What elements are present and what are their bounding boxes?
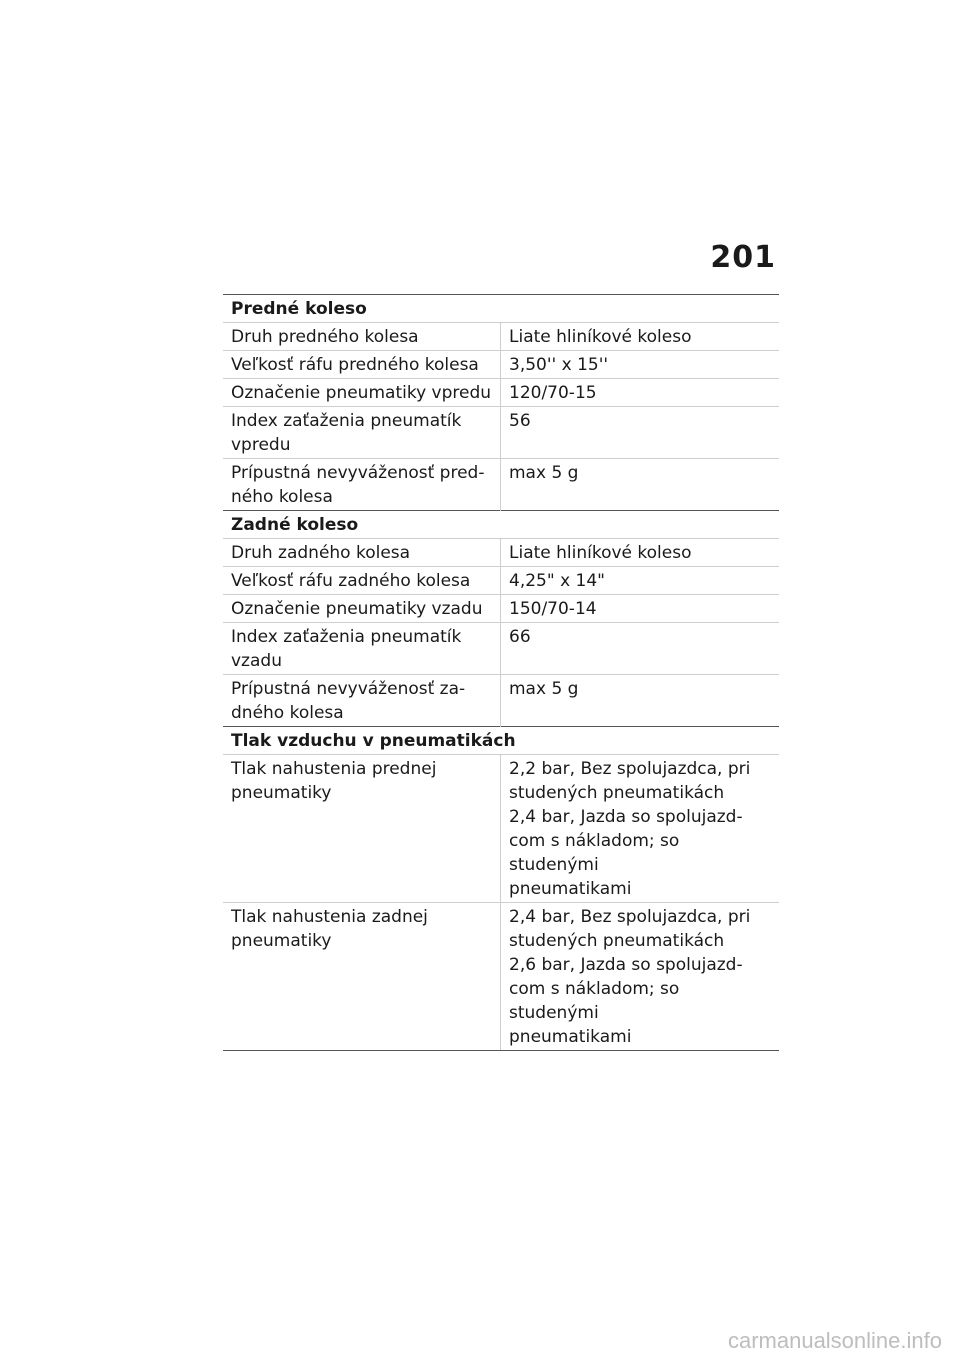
row-value [501, 755, 780, 903]
row-value [501, 379, 780, 407]
row-value-line: Liate hliníkové koleso [509, 327, 692, 347]
row-value [501, 351, 780, 379]
row-value-line: max 5 g [509, 463, 579, 483]
row-label [223, 351, 501, 379]
row-value-line: 2,4 bar, Bez spolujazdca, pri [509, 907, 751, 927]
table-row [223, 539, 779, 567]
row-label-line: Prípustná nevyváženosť za- [231, 679, 466, 699]
section-title: Zadné koleso [223, 511, 779, 539]
section-title: Tlak vzduchu v pneumatikách [223, 727, 779, 755]
row-label [223, 755, 501, 903]
row-label-line: pneumatiky [231, 931, 332, 951]
row-label [223, 595, 501, 623]
row-value [501, 407, 780, 459]
row-value-line: 120/70-15 [509, 383, 597, 403]
row-value-line: 66 [509, 627, 531, 647]
row-label-line: Druh zadného kolesa [231, 543, 411, 563]
row-value [501, 459, 780, 511]
row-label-line: vzadu [231, 651, 282, 671]
row-label-line: ného kolesa [231, 487, 333, 507]
section-header-row [223, 511, 779, 539]
row-label-line: Index zaťaženia pneumatík [231, 411, 462, 431]
row-value-line: pneumatikami [509, 879, 632, 899]
row-label-line: dného kolesa [231, 703, 344, 723]
table-row [223, 323, 779, 351]
row-label [223, 567, 501, 595]
row-label-line: Označenie pneumatiky vzadu [231, 599, 483, 619]
table-row [223, 675, 779, 727]
row-label-line: Tlak nahustenia prednej [231, 759, 437, 779]
row-value-line: 4,25" x 14" [509, 571, 605, 591]
row-label-line: Prípustná nevyváženosť pred- [231, 463, 485, 483]
table-row [223, 351, 779, 379]
row-value [501, 539, 780, 567]
table-row [223, 755, 779, 903]
row-label-line: Index zaťaženia pneumatík [231, 627, 462, 647]
row-value [501, 595, 780, 623]
page-number: 201 [710, 240, 776, 275]
row-label [223, 407, 501, 459]
table-row [223, 407, 779, 459]
row-value [501, 567, 780, 595]
row-value [501, 623, 780, 675]
table-row [223, 595, 779, 623]
row-value-line: pneumatikami [509, 1027, 632, 1047]
row-value-line: 2,2 bar, Bez spolujazdca, pri [509, 759, 751, 779]
table-row [223, 459, 779, 511]
table-row [223, 623, 779, 675]
row-label-line: Označenie pneumatiky vpredu [231, 383, 492, 403]
row-label-line: Druh predného kolesa [231, 327, 419, 347]
row-label-line: Veľkosť ráfu zadného kolesa [231, 571, 471, 591]
row-value-line: max 5 g [509, 679, 579, 699]
row-value-line: 2,4 bar, Jazda so spolujazd- [509, 807, 743, 827]
specification-table [223, 294, 779, 1051]
row-value-line: studených pneumatikách [509, 783, 725, 803]
row-value-line: 3,50'' x 15'' [509, 355, 609, 375]
row-value [501, 323, 780, 351]
row-label [223, 379, 501, 407]
row-label [223, 539, 501, 567]
row-value-line: com s nákladom; so studenými [509, 831, 680, 875]
row-label [223, 323, 501, 351]
row-label [223, 675, 501, 727]
table-row [223, 379, 779, 407]
row-label [223, 623, 501, 675]
row-label-line: vpredu [231, 435, 291, 455]
row-label-line: Tlak nahustenia zadnej [231, 907, 428, 927]
row-label-line: pneumatiky [231, 783, 332, 803]
row-value-line: 56 [509, 411, 531, 431]
row-value-line: 150/70-14 [509, 599, 597, 619]
table-row [223, 903, 779, 1051]
section-header-row [223, 295, 779, 323]
table-row [223, 567, 779, 595]
section-header-row [223, 727, 779, 755]
section-title: Predné koleso [223, 295, 779, 323]
watermark-text: carmanualsonline.info [727, 1328, 942, 1353]
row-label [223, 903, 501, 1051]
row-value-line: 2,6 bar, Jazda so spolujazd- [509, 955, 743, 975]
row-value-line: com s nákladom; so studenými [509, 979, 680, 1023]
row-label [223, 459, 501, 511]
row-value [501, 903, 780, 1051]
row-label-line: Veľkosť ráfu predného kolesa [231, 355, 479, 375]
row-value [501, 675, 780, 727]
row-value-line: Liate hliníkové koleso [509, 543, 692, 563]
row-value-line: studených pneumatikách [509, 931, 725, 951]
